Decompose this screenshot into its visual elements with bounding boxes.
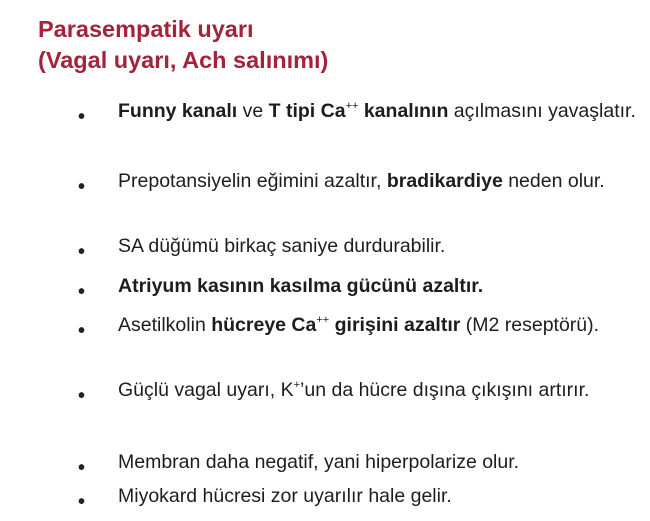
bullet-text-segment: Prepotansiyelin eğimini azaltır,	[118, 170, 387, 192]
bullet-text	[118, 97, 638, 125]
bullet-text-segment: hücreye Ca	[211, 314, 317, 336]
bullet-text-segment: ve	[237, 100, 269, 122]
bullet-dot: •	[78, 385, 86, 407]
bullet-text-segment: T tipi Ca	[268, 100, 346, 122]
bullet-dot: •	[78, 320, 86, 342]
bullet-text-segment: açılmasını yavaşlatır.	[448, 100, 636, 122]
bullet-text	[118, 272, 638, 300]
bullet-text-segment: Miyokard hücresi zor uyarılır hale gelir.	[118, 485, 452, 507]
bullet-text-segment: Güçlü vagal uyarı, K	[118, 379, 294, 401]
title-line-1: Parasempatik uyarı	[38, 16, 254, 42]
bullet-dot: •	[78, 491, 86, 513]
bullet-dot: •	[78, 241, 86, 263]
bullet-dot: •	[78, 457, 86, 479]
bullet-text-segment: ++	[345, 99, 359, 112]
bullet-text-segment: girişini azaltır	[329, 314, 461, 336]
bullet-text-segment: +	[293, 378, 301, 391]
bullet-text-segment: neden olur.	[502, 170, 605, 192]
slide-title	[38, 14, 598, 76]
bullet-text	[118, 311, 638, 339]
bullet-text	[118, 448, 638, 476]
bullet-text-segment: Funny kanalı	[118, 100, 238, 122]
bullet-text-segment: ’un da hücre dışına çıkışını artırır.	[300, 379, 590, 401]
bullet-text-segment: SA düğümü birkaç saniye durdurabilir.	[118, 235, 446, 257]
bullet-dot: •	[78, 106, 86, 128]
bullet-text-segment: Asetilkolin	[118, 314, 212, 336]
bullet-text	[118, 167, 638, 195]
bullet-text-segment: kanalının	[358, 100, 449, 122]
bullet-text-segment: bradikardiye	[386, 170, 503, 192]
bullet-text	[118, 482, 638, 510]
bullet-text-segment: ++	[316, 313, 330, 326]
bullet-text	[118, 232, 638, 260]
bullet-text-segment: Atriyum kasının kasılma gücünü azaltır.	[118, 275, 484, 297]
bullet-text-segment: Membran daha negatif, yani hiperpolarize olur.	[118, 451, 520, 473]
bullet-text	[118, 376, 638, 404]
bullet-dot: •	[78, 176, 86, 198]
bullet-text-segment: (M2 reseptörü).	[460, 314, 600, 336]
title-line-2: (Vagal uyarı, Ach salınımı)	[38, 47, 329, 73]
bullet-dot: •	[78, 281, 86, 303]
